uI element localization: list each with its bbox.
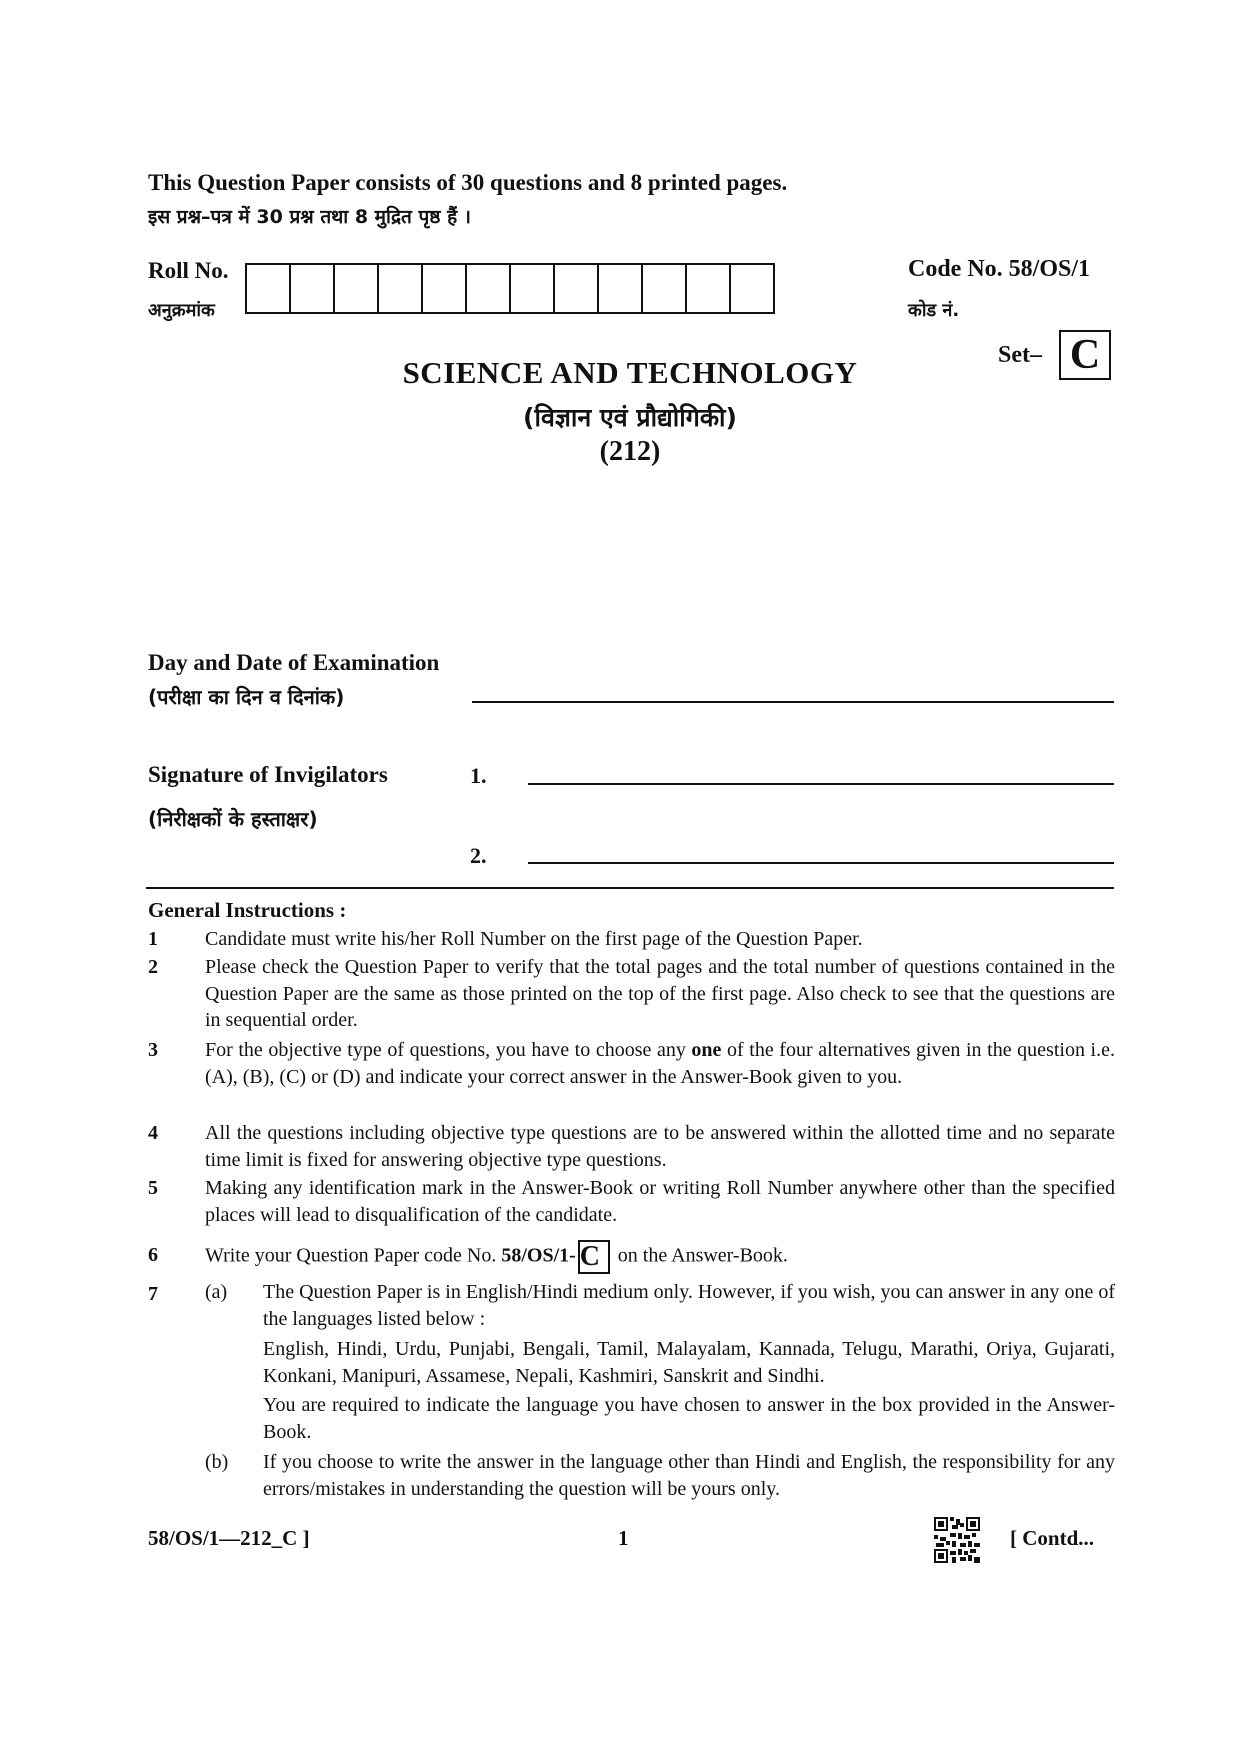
pages-info-hindi: इस प्रश्न–पत्र में 30 प्रश्न तथा 8 मुद्रित पृष्ठ हैं ।	[148, 206, 471, 228]
instruction-emphasis: one	[691, 1039, 722, 1061]
roll-number-label: Roll No.	[148, 258, 229, 283]
roll-digit-box[interactable]	[335, 265, 379, 312]
signature-number-1: 1.	[470, 763, 487, 788]
qr-code-icon	[934, 1517, 980, 1563]
roll-digit-box[interactable]	[467, 265, 511, 312]
set-label: Set–	[998, 342, 1042, 368]
subject-code: (212)	[599, 436, 661, 467]
code-number-hindi: कोड नं.	[908, 300, 960, 321]
instruction-number: 2	[148, 956, 158, 978]
subject-title: SCIENCE AND TECHNOLOGY	[402, 355, 858, 390]
instruction-text	[205, 1037, 1115, 1090]
instruction-text-part: For the objective type of questions, you have to choose any	[205, 1039, 692, 1061]
invigilator-signature-label-hindi: (निरीक्षकों के हस्ताक्षर)	[148, 807, 318, 831]
signature-number-2: 2.	[470, 843, 487, 868]
section-divider	[146, 887, 1114, 889]
language-list: English, Hindi, Urdu, Punjabi, Bengali, Tamil, Malayalam, Kannada, Telugu, Marathi, Oriya, Gujarati, Konkani, Manipuri, Assamese, Nepali, Kashmiri, Sanskrit and Sindhi.	[263, 1338, 1115, 1387]
sub-instruction-label: (a)	[205, 1281, 228, 1303]
instruction-number: 3	[148, 1039, 158, 1061]
instruction-number: 5	[148, 1177, 158, 1199]
sub-instruction-text: You are required to indicate the language you have chosen to answer in the box provided in the Answer-Book.	[263, 1394, 1115, 1443]
instruction-text-part: Write your Question Paper code No.	[205, 1244, 502, 1267]
instruction-text-part: on the Answer-Book.	[617, 1244, 788, 1267]
roll-number-label-hindi: अनुक्रमांक	[148, 300, 215, 321]
roll-number-boxes	[245, 263, 775, 314]
exam-date-label: Day and Date of Examination	[148, 650, 440, 675]
continued-marker: [ Contd...	[1010, 1526, 1095, 1550]
instruction-text-part: of the four alternatives given in the question i.e. (A), (B), (C) or (D) and indicate your correct answer in the Answer-Book given to you.	[205, 1039, 1115, 1088]
instruction-text: Making any identification mark in the Answer-Book or writing Roll Number anywhere other than the specified places will lead to disqualification of the candidate.	[205, 1177, 1115, 1226]
instruction-text: Please check the Question Paper to verify that the total pages and the total number of questions contained in the Question Paper are the same as those printed on the top of the first page. Also check to see that the questions are in sequential order.	[205, 956, 1115, 1031]
instructions-heading: General Instructions :	[148, 898, 347, 922]
invigilator-signature-label: Signature of Invigilators	[148, 762, 388, 787]
instruction-number: 7	[148, 1283, 158, 1305]
signature-field-line-2[interactable]	[528, 862, 1114, 864]
subject-title-hindi: (विज्ञान एवं प्रौद्योगिकी)	[523, 403, 737, 432]
instruction-text: All the questions including objective type questions are to be answered within the allotted time and no separate time limit is fixed for answering objective type questions.	[205, 1122, 1115, 1171]
roll-digit-box[interactable]	[643, 265, 687, 312]
signature-field-line-1[interactable]	[528, 783, 1114, 785]
instruction-number: 6	[148, 1244, 158, 1266]
roll-digit-box[interactable]	[423, 265, 467, 312]
roll-digit-box[interactable]	[687, 265, 731, 312]
roll-digit-box[interactable]	[379, 265, 423, 312]
pages-info-english: This Question Paper consists of 30 questions and 8 printed pages.	[148, 170, 788, 195]
sub-instruction-label: (b)	[205, 1451, 229, 1473]
roll-digit-box[interactable]	[599, 265, 643, 312]
roll-digit-box[interactable]	[247, 265, 291, 312]
roll-digit-box[interactable]	[731, 265, 775, 312]
exam-date-label-hindi: (परीक्षा का दिन व दिनांक)	[148, 685, 345, 709]
sub-instruction-text: If you choose to write the answer in the language other than Hindi and English, the responsibility for any errors/mistakes in understanding the question will be yours only.	[263, 1451, 1115, 1500]
instruction-number: 4	[148, 1122, 158, 1144]
roll-digit-box[interactable]	[291, 265, 335, 312]
set-code-box: C	[578, 1240, 610, 1274]
question-paper-code: 58/OS/1-	[501, 1244, 576, 1267]
roll-digit-box[interactable]	[555, 265, 599, 312]
instruction-number: 1	[148, 928, 158, 950]
code-number: Code No. 58/OS/1	[908, 256, 1091, 282]
set-value-box: C	[1059, 330, 1111, 380]
page-number: 1	[618, 1526, 629, 1550]
instruction-text: Candidate must write his/her Roll Number on the first page of the Question Paper.	[205, 928, 863, 950]
instruction-text	[205, 1240, 1115, 1274]
footer-paper-code: 58/OS/1—212_C ]	[148, 1526, 310, 1550]
exam-date-field-line[interactable]	[472, 701, 1114, 703]
sub-instruction-text: The Question Paper is in English/Hindi medium only. However, if you wish, you can answer in any one of the languages listed below :	[263, 1281, 1115, 1330]
roll-digit-box[interactable]	[511, 265, 555, 312]
